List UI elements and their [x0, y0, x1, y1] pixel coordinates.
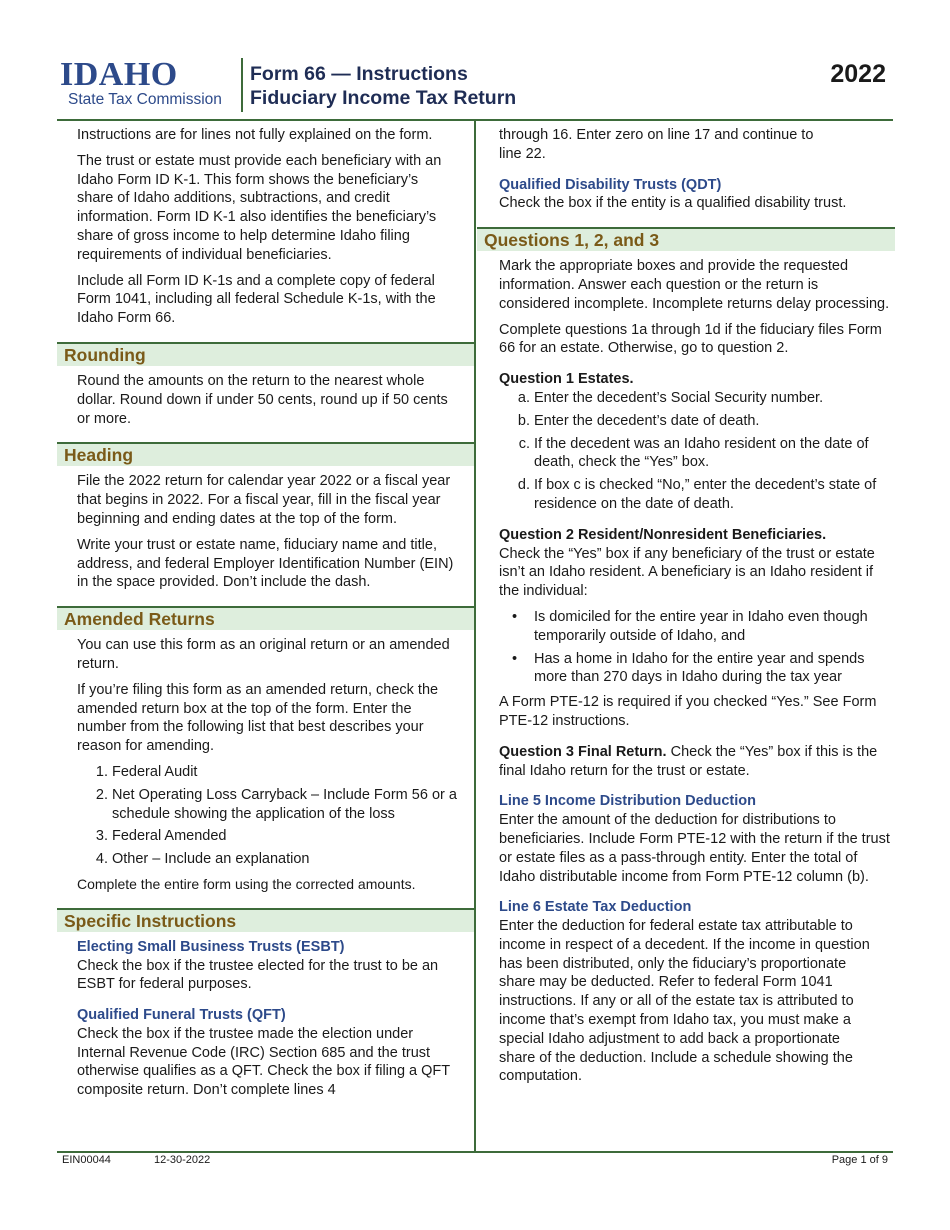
title-line-1: Form 66 — Instructions	[250, 63, 468, 85]
continued-text: through 16. Enter zero on line 17 and continue to line 22.	[499, 127, 814, 162]
list-item: d. If box c is checked “No,” enter the decedent’s state of residence on the date of death.	[534, 476, 895, 514]
column-divider	[474, 119, 476, 1152]
logo-wordmark: IDAHO	[60, 56, 178, 93]
section-heading-amended-returns: Amended Returns	[57, 606, 474, 630]
qdt-text: Check the box if the entity is a qualified disability trust.	[499, 195, 847, 212]
intro-paragraph: The trust or estate must provide each beneficiary with an Idaho Form ID K-1. This form shows the beneficiary’s share of Idaho additions, subtractions, and credit information. Form ID K-1 also identifies the beneficiary’s share of gross income to help determine Idaho filing requirements of individual beneficiaries.	[77, 152, 442, 263]
title-line-2: Fiduciary Income Tax Return	[250, 87, 517, 109]
question-2-heading: Question 2 Resident/Nonresident Beneficiaries.	[499, 526, 827, 543]
section-heading-questions: Questions 1, 2, and 3	[477, 227, 895, 251]
question-3-heading: Question 3 Final Return.	[499, 743, 667, 760]
left-column	[57, 126, 474, 1107]
intro-paragraph: Instructions are for lines not fully explained on the form.	[77, 127, 433, 143]
list-item: • Has a home in Idaho for the entire year and spends more than 270 days in Idaho during the tax year	[534, 650, 895, 688]
amended-text: Complete the entire form using the corrected amounts.	[77, 875, 416, 892]
header-divider	[241, 58, 243, 112]
list-item: b. Enter the decedent’s date of death.	[534, 412, 895, 431]
logo-subtitle: State Tax Commission	[68, 91, 222, 108]
question-3-text: Check the “Yes” box if this is the final Idaho return for the trust or estate.	[499, 743, 878, 779]
qft-text: Check the box if the trustee made the election under Internal Revenue Code (IRC) Section 685 and the trust otherwise qualifies as a QFT. Check the box if filing a QFT composite return. Don’t complete lines 4	[77, 1025, 450, 1099]
right-column	[477, 126, 895, 1093]
list-item: 1. Federal Audit	[112, 763, 474, 782]
list-item: a. Enter the decedent’s Social Security number.	[534, 389, 895, 408]
heading-text: File the 2022 return for calendar year 2022 or a fiscal year that begins in 2022. For a fiscal year, fill in the fiscal year beginning and ending dates at the top of the form.	[77, 473, 451, 527]
footer-form-code: EIN00044	[62, 1154, 111, 1166]
question-2-after: A Form PTE-12 is required if you checked “Yes.” See Form PTE-12 instructions.	[499, 694, 877, 729]
esbt-heading: Electing Small Business Trusts (ESBT)	[77, 938, 345, 955]
amended-reason-list	[57, 763, 474, 869]
list-item: 3. Federal Amended	[112, 827, 474, 846]
page-title	[250, 62, 516, 110]
footer-page-number: Page 1 of 9	[831, 1154, 888, 1166]
line-6-heading: Line 6 Estate Tax Deduction	[499, 899, 692, 916]
questions-text: Complete questions 1a through 1d if the fiduciary files Form 66 for an estate. Otherwise, go to question 2.	[499, 321, 882, 357]
list-item: • Is domiciled for the entire year in Idaho even though temporarily outside of Idaho, and	[534, 608, 895, 646]
line-6-text: Enter the deduction for federal estate tax attributable to income in respect of a decedent. If the income in question has been distributed, only the fiduciary’s proportionate share may be deducted. Refer to federal Form 1041 instructions. If any or all of the estate tax is attributed to income that’s exempt from Idaho tax, you must make a special Idaho adjustment to add back a proportionate share of the deduction. Include a schedule showing the computation.	[499, 918, 870, 1085]
heading-text: Write your trust or estate name, fiduciary name and title, address, and federal Employer Identification Number (EIN) in the space provided. Don’t include the dash.	[77, 536, 454, 591]
list-item: 4. Other – Include an explanation	[112, 850, 474, 869]
qft-heading: Qualified Funeral Trusts (QFT)	[77, 1007, 286, 1024]
line-5-heading: Line 5 Income Distribution Deduction	[499, 793, 756, 810]
amended-text: If you’re filing this form as an amended return, check the amended return box at the top of the form. Enter the number from the following list that best describes your reason for amending.	[77, 681, 439, 755]
intro-paragraph: Include all Form ID K-1s and a complete copy of federal Form 1041, including all federal Schedule K-1s, with the Idaho Form 66.	[77, 272, 436, 327]
question-1-heading: Question 1 Estates.	[499, 371, 634, 388]
question-2-text: Check the “Yes” box if any beneficiary of the trust or estate isn’t an Idaho resident. A beneficiary is an Idaho resident if the individual:	[499, 545, 875, 600]
qdt-heading: Qualified Disability Trusts (QDT)	[499, 176, 722, 193]
question-2-bullets	[477, 608, 895, 687]
footer-date: 12-30-2022	[154, 1154, 211, 1166]
esbt-text: Check the box if the trustee elected for the trust to be an ESBT for federal purposes.	[77, 957, 439, 993]
section-heading-rounding: Rounding	[57, 342, 474, 366]
question-1-list	[477, 389, 895, 514]
rounding-text: Round the amounts on the return to the nearest whole dollar. Round down if under 50 cents, round up if 50 cents or more.	[77, 372, 448, 427]
bottom-rule	[57, 1151, 893, 1153]
line-5-text: Enter the amount of the deduction for distributions to beneficiaries. Include Form PTE-12 with the return if the trust or estate files as a pass-through entity. Enter the total of Idaho distributable income from Form PTE-12 column (b).	[499, 812, 890, 885]
questions-text: Mark the appropriate boxes and provide the requested information. Answer each question or the return is considered incomplete. Incomplete returns delay processing.	[499, 258, 890, 312]
question-3-paragraph	[477, 743, 895, 781]
amended-text: You can use this form as an original return or an amended return.	[77, 637, 450, 672]
list-item: 2. Net Operating Loss Carryback – Include Form 56 or a schedule showing the application of the loss	[112, 786, 474, 824]
tax-year: 2022	[830, 60, 886, 88]
section-heading-heading: Heading	[57, 442, 474, 466]
idaho-logo	[60, 58, 240, 110]
section-heading-specific-instructions: Specific Instructions	[57, 908, 474, 932]
list-item: c. If the decedent was an Idaho resident on the date of death, check the “Yes” box.	[534, 435, 895, 473]
